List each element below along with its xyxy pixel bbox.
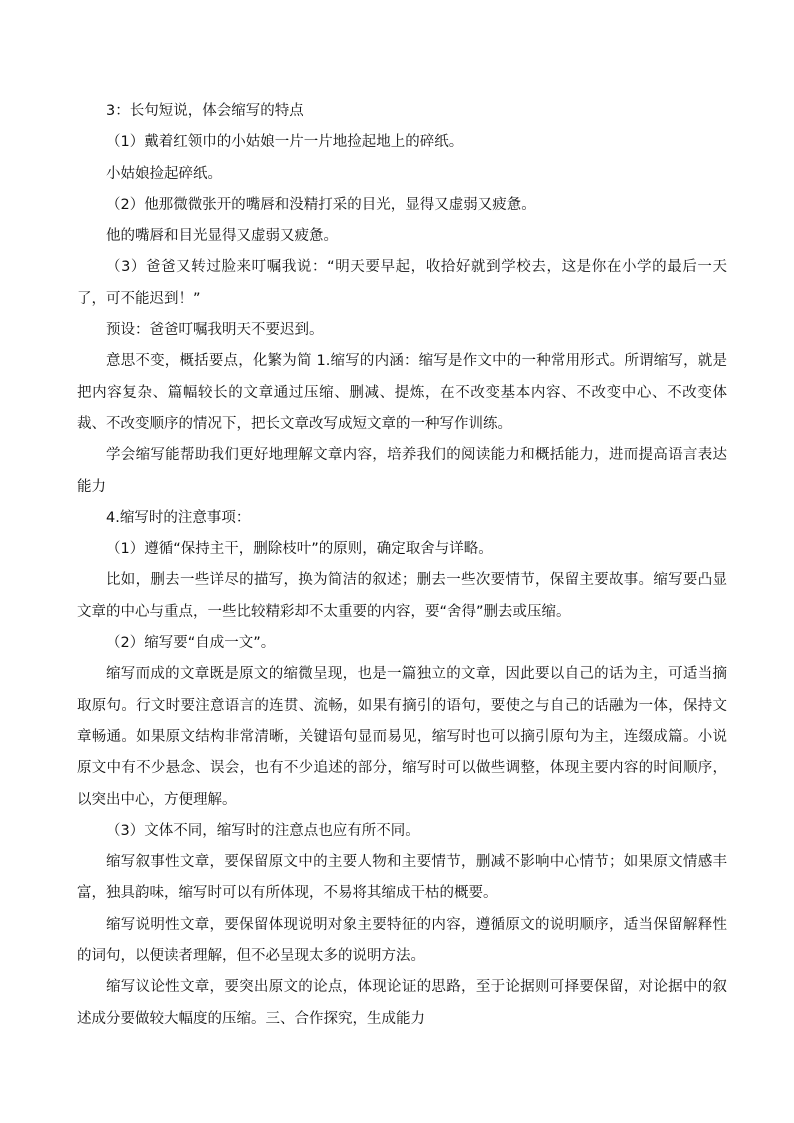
section-heading: 3：长句短说，体会缩写的特点 xyxy=(106,103,304,119)
sub-heading: （3）文体不同，缩写时的注意点也应有所不同。 xyxy=(106,822,420,839)
body-paragraph: 缩写说明性文章，要保留体现说明对象主要特征的内容，遵循原文的说明顺序，适当保留解释性的词句，以便读者理解，但不必呈现太多的说明方法。 xyxy=(77,916,727,965)
body-paragraph: 缩写议论性文章，要突出原文的论点，体现论证的思路，至于论据则可择要保留，对论据中的叙述成分要做较大幅度的压缩。三、合作探究，生成能力 xyxy=(77,979,727,1027)
sub-heading: （1）遵循“保持主干，删除枝叶”的原则，确定取舍与详略。 xyxy=(106,541,493,558)
example-sentence: （3）爸爸又转过脸来叮嘱我说：“明天要早起，收拾好就到学校去，这是你在小学的最后一天了，可不能迟到！” xyxy=(77,259,727,307)
body-paragraph: 学会缩写能帮助我们更好地理解文章内容，培养我们的阅读能力和概括能力，进而提高语言表达能力 xyxy=(77,447,727,495)
body-paragraph: 意思不变，概括要点，化繁为简 1.缩写的内涵：缩写是作文中的一种常用形式。所谓缩写，就是把内容复杂、篇幅较长的文章通过压缩、删减、提炼，在不改变基本内容、不改变中心、不改变体裁、不改变顺序的情况下，把长文章改写成短文章的一种写作训练。 xyxy=(77,353,727,432)
sub-heading: （2）缩写要“自成一文”。 xyxy=(106,635,276,652)
example-sentence: （1）戴着红领巾的小姑娘一片一片地捡起地上的碎纸。 xyxy=(106,134,464,151)
example-sentence: （2）他那微微张开的嘴唇和没精打采的目光，显得又虚弱又疲惫。 xyxy=(106,196,536,213)
document-body xyxy=(77,96,727,1035)
example-answer: 他的嘴唇和目光显得又虚弱又疲惫。 xyxy=(106,228,338,245)
example-answer: 预设：爸爸叮嘱我明天不要迟到。 xyxy=(106,322,324,339)
section-heading: 4.缩写时的注意事项： xyxy=(106,509,251,526)
example-answer: 小姑娘捡起碎纸。 xyxy=(106,165,222,182)
body-paragraph: 比如，删去一些详尽的描写，换为简洁的叙述；删去一些次要情节，保留主要故事。缩写要凸显文章的中心与重点，一些比较精彩却不太重要的内容，要“舍得”删去或压缩。 xyxy=(77,572,727,620)
body-paragraph: 缩写叙事性文章，要保留原文中的主要人物和主要情节，删减不影响中心情节；如果原文情感丰富，独具韵味，缩写时可以有所体现，不易将其缩成干枯的概要。 xyxy=(77,854,727,902)
body-paragraph: 缩写而成的文章既是原文的缩微呈现，也是一篇独立的文章，因此要以自己的话为主，可适当摘取原句。行文时要注意语言的连贯、流畅，如果有摘引的语句，要使之与自己的话融为一体，保持文章畅通。如果原文结构非常清晰，关键语句显而易见，缩写时也可以摘引原句为主，连缀成篇。小说原文中有不少悬念、误会，也有不少追述的部分，缩写时可以做些调整，体现主要内容的时间顺序，以突出中心，方便理解。 xyxy=(77,666,727,808)
